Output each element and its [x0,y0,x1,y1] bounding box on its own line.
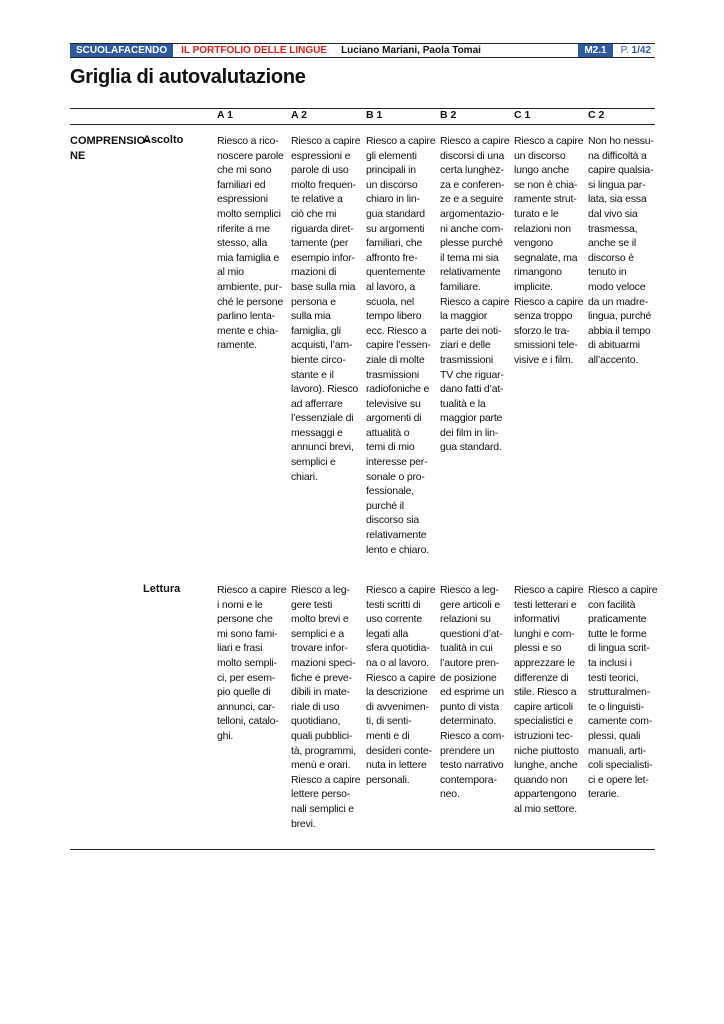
descriptor-ascolto-a2: Riesco a capire espressioni e parole di uso molto frequen- te relative a ciò che mi riguarda diret- tamente (per esempio infor- mazioni di base sulla mia persona e sulla mia famiglia, gli acquisti, l’am- biente circo- stante e il lavoro). Riesco ad afferrare l’essenziale di messaggi e annunci brevi, semplici e chiari. [291,135,361,483]
level-header-a1: A 1 [217,109,233,121]
table-header-rule [70,124,655,125]
page-prefix: P. [620,45,629,56]
descriptor-lettura-c2: Riesco a capire con facilità praticamente tutte le forme di lingua scrit- ta inclusi i testi teorici, strutturalmen- te o linguisti- camente com- plessi, quali manuali, arti- coli specialisti- ci e opere let- terarie. [588,584,658,801]
descriptor-lettura-a2: Riesco a leg- gere testi molto brevi e semplici e a trovare infor- mazioni speci- fiche e preve- dibili in mate- riale di uso quotidiano, quali pubblici- tà, programmi, menù e orari. Riesco a capire lettere perso- nali semplici e brevi. [291,584,361,830]
page-value: 1/42 [631,45,651,56]
level-header-b1: B 1 [366,109,383,121]
descriptor-lettura-b2: Riesco a leg- gere articoli e relazioni su questioni d’at- tualità in cui l’autore pren- de posizione ed esprime un punto di vista determinato. Riesco a com- prendere un testo narrativo contempora- neo. [440,584,505,801]
descriptor-lettura-c1: Riesco a capire testi letterari e informativi lunghi e com- plessi e so apprezzare le differenze di stile. Riesco a capire articoli specialistici e istruzioni tec- niche piuttosto lunghe, anche quando non appartengono al mio settore. [514,584,584,815]
page-title: Griglia di autovalutazione [70,66,306,88]
category-label: COMPRENSIO- NE [70,135,149,162]
descriptor-ascolto-c2: Non ho nessu- na difficoltà a capire qualsia- si lingua par- lata, sia essa dal vivo sia trasmessa, anche se il discorso è tenuto in modo veloce da un madre- lingua, purché abbia il tempo di abituarmi all’accento. [588,135,654,366]
descriptor-ascolto-b1: Riesco a capire gli elementi principali in un discorso chiaro in lin- gua standard su argomenti familiari, che affronto fre- quentemente al lavoro, a scuola, nel tempo libero ecc. Riesco a capire l’essen- ziale di molte trasmissioni radiofoniche e televisive su argomenti di attualità o temi di mio interesse per- sonale o pro- fessionale, purché il discorso sia relativamente lento e chiaro. [366,135,436,556]
level-header-a2: A 2 [291,109,307,121]
descriptor-ascolto-c1: Riesco a capire un discorso lungo anche se non è chia- ramente strut- turato e le relazioni non vengono segnalate, ma rimangono implicite. Riesco a capire senza troppo sforzo le tra- smissioni tele- visive e i film. [514,135,584,366]
descriptor-lettura-b1: Riesco a capire testi scritti di uso corrente legati alla sfera quotidia- na o al lavoro. Riesco a capire la descrizione di avvenimen- ti, di senti- menti e di desideri conte- nuta in lettere personali. [366,584,436,786]
table-top-rule [70,108,655,109]
section-code: M2.1 [578,44,612,57]
skill-label-lettura: Lettura [143,583,181,595]
skill-label-ascolto: Ascolto [143,134,184,146]
page-number [613,44,655,57]
table-bottom-rule [70,849,655,850]
level-header-b2: B 2 [440,109,457,121]
level-header-c1: C 1 [514,109,531,121]
portfolio-label: IL PORTFOLIO DELLE LINGUE [181,45,328,56]
descriptor-ascolto-b2: Riesco a capire discorsi di una certa lunghez- za e conferen- ze e a seguire argomentazio- ni anche com- plesse purché il tema mi sia relativamente familiare. Riesco a capire la maggior parte dei noti- ziari e delle trasmissioni TV che riguar- dano fatti d’at- tualità e la maggior parte dei film in lin- gua standard. [440,135,510,454]
level-header-c2: C 2 [588,109,605,121]
series-label: SCUOLAFACENDO [70,44,173,57]
authors-label: Luciano Mariani, Paola Tomai [341,45,481,56]
running-header [70,43,655,58]
descriptor-ascolto-a1: Riesco a rico- noscere parole che mi sono familiari ed espressioni molto semplici riferite a me stesso, alla mia famiglia e al mio ambiente, pur- ché le persone parlino lenta- mente e chia- ramente. [217,135,284,352]
descriptor-lettura-a1: Riesco a capire i nomi e le persone che mi sono fami- liari e frasi molto sempli- ci, per esem- pio quelle di annunci, car- telloni, catalo- ghi. [217,584,287,742]
